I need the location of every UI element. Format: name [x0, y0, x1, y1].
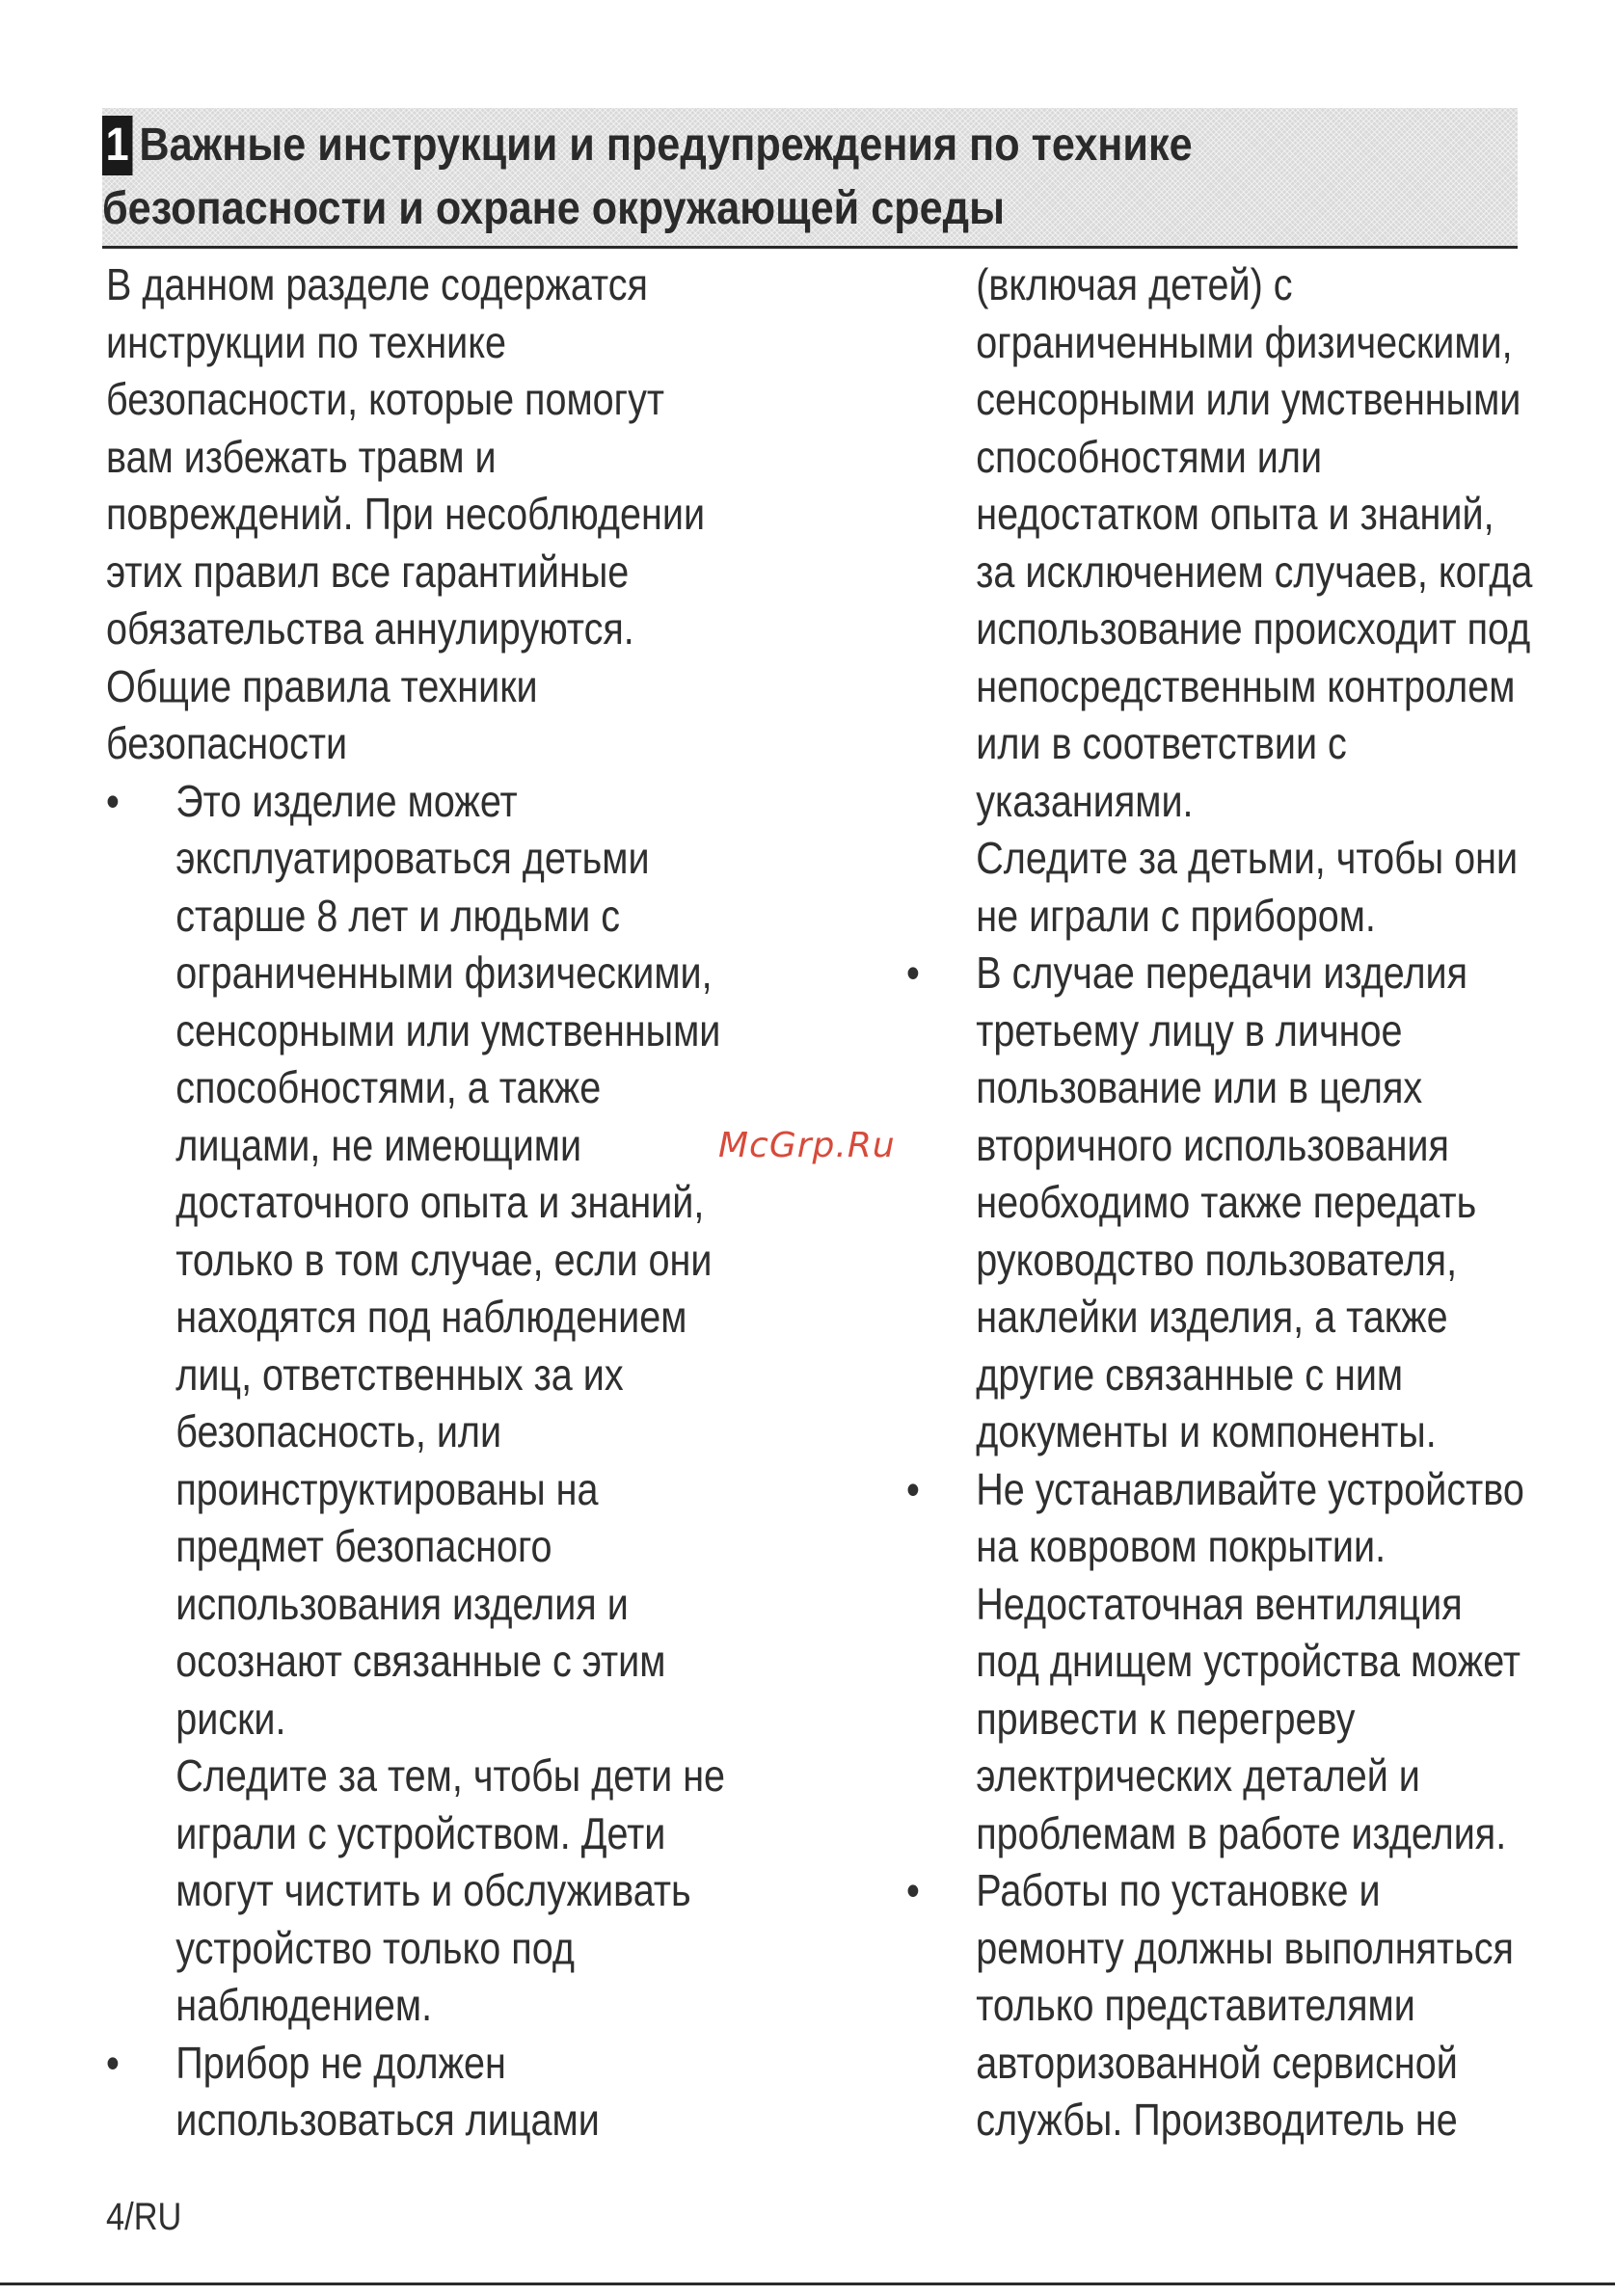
text-line: риски.	[175, 1693, 286, 1744]
bottom-divider	[0, 2283, 1615, 2285]
bullet-marker: •	[106, 2037, 120, 2088]
text-line: безопасности	[106, 718, 348, 768]
text-line: необходимо также передать	[976, 1177, 1477, 1227]
text-line: только представителями	[976, 1980, 1415, 2030]
bullet-item-children-use-continued	[106, 1748, 802, 2035]
intro-paragraph	[106, 256, 802, 658]
section-title-line-1	[102, 114, 1376, 177]
text-line: наблюдением.	[175, 1980, 433, 2030]
text-line: документы и компоненты.	[976, 1406, 1437, 1456]
text-line: другие связанные с ним	[976, 1348, 1404, 1400]
text-line: Недостаточная вентиляция	[976, 1578, 1463, 1629]
text-line: способностями или	[976, 431, 1323, 482]
subheading-general-safety	[106, 658, 802, 773]
bullet-item-authorized-service	[906, 1862, 1602, 2149]
text-line: третьему лицу в личное	[976, 1004, 1403, 1055]
text-line: под днищем устройства может	[976, 1636, 1521, 1686]
text-line: службы. Производитель не	[976, 2095, 1458, 2145]
bullet-item-carpet-installation	[906, 1461, 1602, 1863]
text-line: Следите за детьми, чтобы они	[976, 833, 1519, 883]
text-line: способностями, а также	[175, 1062, 602, 1112]
bullet-marker: •	[906, 948, 920, 998]
bullet-item-restricted-persons	[106, 2035, 802, 2149]
text-line: сенсорными или умственными	[175, 1004, 721, 1055]
text-line: (включая детей) с	[976, 259, 1293, 309]
text-line: Общие правила техники	[106, 660, 538, 711]
bullet-marker: •	[106, 775, 120, 826]
text-line: наклейки изделия, а также	[976, 1292, 1448, 1342]
text-line: осознают связанные с этим	[175, 1636, 666, 1686]
text-line: за исключением случаев, когда	[976, 546, 1533, 597]
text-line: авторизованной сервисной	[976, 2037, 1458, 2088]
text-line: обязательства аннулируются.	[106, 603, 634, 654]
text-line: старше 8 лет и людьми с	[175, 890, 621, 941]
text-line: использования изделия и	[175, 1578, 629, 1629]
text-line: только в том случае, если они	[175, 1234, 713, 1285]
text-line: находятся под наблюдением	[175, 1292, 687, 1342]
text-line: проблемам в работе изделия.	[976, 1807, 1507, 1858]
text-line: или в соответствии с	[976, 718, 1347, 768]
text-line: проинструктированы на	[175, 1463, 599, 1514]
right-column	[906, 256, 1602, 2149]
text-line: инструкции по технике	[106, 316, 507, 367]
bullet-marker: •	[906, 1865, 920, 1915]
text-line: повреждений. При несоблюдении	[106, 489, 706, 539]
text-line: лиц, ответственных за их	[175, 1348, 624, 1400]
text-line: могут чистить и обслуживать	[175, 1865, 691, 1915]
text-line: ограниченными физическими,	[976, 316, 1513, 367]
text-line: руководство пользователя,	[976, 1234, 1458, 1285]
text-line: этих правил все гарантийные	[106, 546, 630, 597]
section-title-text-1: Важные инструкции и предупреждения по технике	[139, 120, 1193, 171]
text-line: В данном разделе содержатся	[106, 259, 648, 309]
text-line: указаниями.	[976, 775, 1194, 826]
text-line: лицами, не имеющими	[175, 1119, 582, 1170]
text-line: вам избежать травм и	[106, 431, 497, 482]
text-line: привести к перегреву	[976, 1693, 1356, 1744]
text-line: непосредственным контролем	[976, 660, 1516, 711]
bullet-item-restricted-persons-continued	[906, 256, 1602, 945]
text-line: достаточного опыта и знаний,	[175, 1177, 705, 1227]
text-line: Это изделие может	[175, 775, 518, 826]
bullet-item-transfer-to-third-party	[906, 945, 1602, 1461]
text-line: пользование или в целях	[976, 1062, 1423, 1112]
text-line: ремонту должны выполняться	[976, 1922, 1514, 1973]
text-line: В случае передачи изделия	[976, 948, 1468, 998]
text-line: использование происходит под	[976, 603, 1531, 654]
text-line: сенсорными или умственными	[976, 374, 1521, 424]
text-line: Прибор не должен	[175, 2037, 506, 2088]
text-line: не играли с прибором.	[976, 890, 1376, 941]
text-line: безопасность, или	[175, 1406, 502, 1456]
section-title	[102, 114, 1376, 241]
text-line: устройство только под	[175, 1922, 575, 1973]
left-column	[106, 256, 802, 2149]
text-line: безопасности, которые помогут	[106, 374, 665, 424]
text-line: вторичного использования	[976, 1119, 1449, 1170]
text-line: играли с устройством. Дети	[175, 1807, 666, 1858]
bullet-marker: •	[906, 1463, 920, 1514]
page-number: 4/RU	[106, 2196, 182, 2238]
text-line: ограниченными физическими,	[175, 948, 713, 998]
text-line: на ковровом покрытии.	[976, 1521, 1386, 1571]
text-line: Работы по установке и	[976, 1865, 1381, 1915]
text-line: электрических деталей и	[976, 1750, 1420, 1801]
text-line: недостатком опыта и знаний,	[976, 489, 1494, 539]
text-line: использоваться лицами	[175, 2095, 600, 2145]
text-line: эксплуатироваться детьми	[175, 833, 650, 883]
text-line: Следите за тем, чтобы дети не	[175, 1750, 726, 1801]
watermark-text: McGrp.Ru	[718, 1126, 896, 1165]
text-line: Не устанавливайте устройство	[976, 1463, 1524, 1514]
section-title-line-2: безопасности и охране окружающей среды	[102, 183, 1005, 234]
bullet-item-children-use	[106, 773, 802, 1749]
section-number-badge: 1	[102, 116, 132, 175]
text-line: предмет безопасного	[175, 1521, 552, 1571]
